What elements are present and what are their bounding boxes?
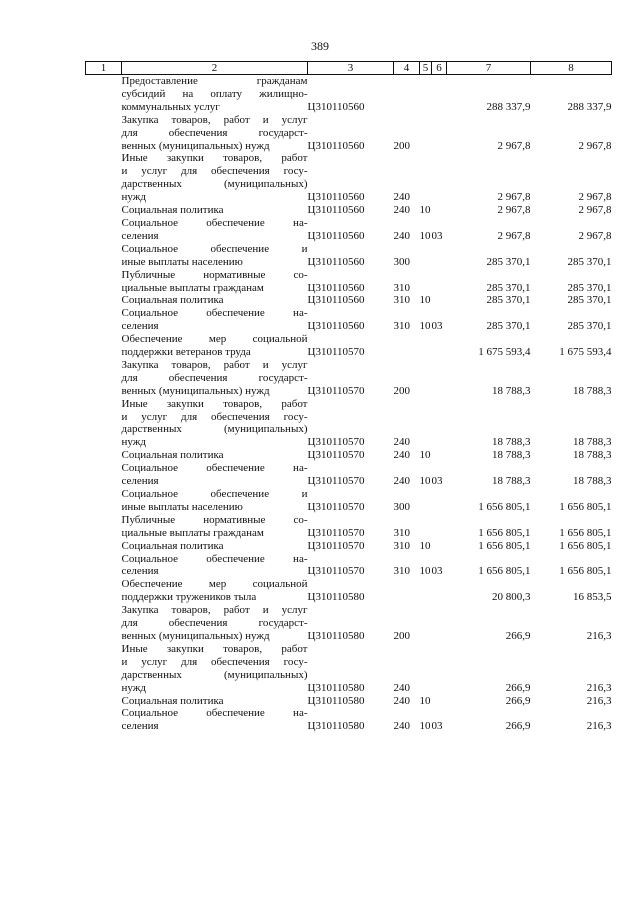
expense-type-code: 240 [393, 191, 410, 204]
subsection-code [432, 604, 447, 643]
table-row [86, 269, 612, 295]
target-article-code: Ц310110560 [307, 255, 365, 268]
description-line: Обеспечение мер социальной [121, 578, 308, 591]
subsection-code [432, 488, 447, 514]
description-line: селения [121, 720, 159, 733]
table-row [86, 75, 612, 114]
table-row [86, 217, 612, 243]
description-line: Социальная политика [121, 449, 224, 462]
expense-type-code: 240 [393, 229, 410, 242]
description-line: селения [121, 320, 159, 333]
row-description [122, 578, 308, 604]
description-line: и услуг для обеспечения госу- [121, 655, 308, 668]
amount-col-8: 285 370,1 [567, 281, 612, 294]
description-line: и услуг для обеспечения госу- [121, 165, 308, 178]
expense-type-code: 310 [393, 294, 410, 307]
table-row [86, 359, 612, 398]
description-line: Социальная политика [121, 539, 224, 552]
subsection-code [432, 333, 447, 359]
row-description [122, 540, 308, 553]
table-row [86, 488, 612, 514]
table-row [86, 243, 612, 269]
section-code: 10 [419, 449, 431, 462]
expense-type-code: 300 [393, 255, 410, 268]
description-line: Иные закупки товаров, работ [121, 397, 308, 410]
row-description [122, 294, 308, 307]
column-number-row [86, 62, 612, 75]
budget-table [85, 61, 612, 733]
target-article-code: Ц310110580 [307, 591, 365, 604]
amount-col-8: 18 788,3 [573, 436, 612, 449]
target-article-code: Ц310110570 [307, 346, 365, 359]
expense-type-code: 300 [393, 500, 410, 513]
target-article-code: Ц310110580 [307, 720, 365, 733]
row-description [122, 333, 308, 359]
row-description [122, 462, 308, 488]
expense-type-code: 200 [393, 139, 410, 152]
row-description [122, 217, 308, 243]
description-line: субсидий на оплату жилищно- [121, 87, 308, 100]
column-header-7: 7 [447, 62, 531, 75]
row-description [122, 243, 308, 269]
amount-col-7: 2 967,8 [497, 191, 531, 204]
amount-col-8: 18 788,3 [573, 475, 612, 488]
row-number-cell [86, 204, 122, 217]
expense-type-code: 240 [393, 436, 410, 449]
subsection-code [432, 359, 447, 398]
row-number-cell [86, 514, 122, 540]
amount-col-7: 20 800,3 [492, 591, 531, 604]
expense-type-code: 240 [393, 681, 410, 694]
amount-col-8: 216,3 [586, 694, 612, 707]
description-line: коммунальных услуг [121, 100, 220, 113]
amount-col-7: 285 370,1 [486, 294, 531, 307]
target-article-code: Ц310110560 [307, 100, 365, 113]
amount-col-7: 2 967,8 [497, 139, 531, 152]
description-line: циальные выплаты гражданам [121, 281, 264, 294]
expense-type-code [394, 578, 420, 604]
description-line: Социальное обеспечение и [121, 242, 308, 255]
description-line: Социальное обеспечение на- [121, 552, 308, 565]
amount-col-8: 216,3 [586, 720, 612, 733]
table-row [86, 204, 612, 217]
table-row [86, 114, 612, 153]
expense-type-code: 310 [393, 320, 410, 333]
subsection-code [432, 152, 447, 204]
description-line: селения [121, 475, 159, 488]
row-number-cell [86, 695, 122, 708]
amount-col-8: 1 656 805,1 [559, 526, 612, 539]
description-line: иные выплаты населению [121, 500, 243, 513]
expense-type-code: 310 [393, 565, 410, 578]
amount-col-8: 18 788,3 [573, 384, 612, 397]
table-row [86, 643, 612, 695]
expense-type-code: 240 [393, 475, 410, 488]
row-description [122, 359, 308, 398]
section-code: 10 [419, 694, 431, 707]
subsection-code [432, 449, 447, 462]
subsection-code [432, 643, 447, 695]
amount-col-8: 1 656 805,1 [559, 539, 612, 552]
description-line: Социальное обеспечение на- [121, 216, 308, 229]
table-row [86, 398, 612, 450]
column-header-2: 2 [122, 62, 308, 75]
row-number-cell [86, 269, 122, 295]
row-description [122, 114, 308, 153]
section-code: 10 [419, 204, 431, 217]
description-line: селения [121, 229, 159, 242]
description-line: Социальное обеспечение и [121, 488, 308, 500]
section-code: 10 [419, 229, 431, 242]
description-line: дарственных (муниципальных) [121, 668, 308, 681]
section-code: 10 [419, 720, 431, 733]
subsection-code [432, 294, 447, 307]
row-description [122, 152, 308, 204]
expense-type-code [394, 333, 420, 359]
description-line: и услуг для обеспечения госу- [121, 410, 308, 423]
row-description [122, 553, 308, 579]
description-line: нужд [121, 436, 146, 449]
amount-col-7: 18 788,3 [492, 384, 531, 397]
description-line: для обеспечения государст- [121, 126, 308, 139]
description-line: иные выплаты населению [121, 255, 243, 268]
column-header-4: 4 [394, 62, 420, 75]
expense-type-code: 200 [393, 629, 410, 642]
section-code [420, 359, 432, 398]
description-line: селения [121, 565, 159, 578]
row-number-cell [86, 294, 122, 307]
target-article-code: Ц310110570 [307, 539, 365, 552]
section-code [420, 114, 432, 153]
row-description [122, 695, 308, 708]
target-article-code: Ц310110560 [307, 281, 365, 294]
subsection-code [432, 243, 447, 269]
expense-type-code [394, 75, 420, 114]
row-number-cell [86, 578, 122, 604]
amount-col-8: 18 788,3 [573, 449, 612, 462]
description-line: поддержки ветеранов труда [121, 346, 251, 359]
target-article-code: Ц310110560 [307, 191, 365, 204]
target-article-code: Ц310110560 [307, 139, 365, 152]
subsection-code: 03 [431, 720, 443, 733]
column-header-6: 6 [432, 62, 447, 75]
section-code [420, 578, 432, 604]
description-line: для обеспечения государст- [121, 617, 308, 630]
target-article-code: Ц310110570 [307, 565, 365, 578]
target-article-code: Ц310110570 [307, 384, 365, 397]
description-line: венных (муниципальных) нужд [121, 629, 270, 642]
amount-col-8: 285 370,1 [567, 255, 612, 268]
table-row [86, 294, 612, 307]
column-header-3: 3 [308, 62, 394, 75]
amount-col-7: 285 370,1 [486, 255, 531, 268]
section-code [420, 514, 432, 540]
table-row [86, 553, 612, 579]
table-row [86, 449, 612, 462]
section-code [420, 398, 432, 450]
table-row [86, 462, 612, 488]
subsection-code [432, 269, 447, 295]
row-number-cell [86, 333, 122, 359]
row-description [122, 269, 308, 295]
expense-type-code: 200 [393, 384, 410, 397]
row-description [122, 398, 308, 450]
description-line: нужд [121, 681, 146, 694]
subsection-code: 03 [431, 320, 443, 333]
section-code [420, 488, 432, 514]
expense-type-code: 310 [393, 526, 410, 539]
subsection-code [432, 540, 447, 553]
section-code: 10 [419, 294, 431, 307]
expense-type-code: 310 [393, 281, 410, 294]
description-line: Социальное обеспечение на- [121, 307, 308, 320]
section-code: 10 [419, 320, 431, 333]
description-line: дарственных (муниципальных) [121, 178, 308, 191]
row-number-cell [86, 307, 122, 333]
description-line: Социальное обеспечение на- [121, 707, 308, 720]
row-number-cell [86, 75, 122, 114]
section-code: 10 [419, 475, 431, 488]
row-description [122, 707, 308, 733]
table-row [86, 578, 612, 604]
target-article-code: Ц310110570 [307, 500, 365, 513]
column-header-1: 1 [86, 62, 122, 75]
row-number-cell [86, 604, 122, 643]
description-line: Обеспечение мер социальной [121, 333, 308, 346]
row-number-cell [86, 707, 122, 733]
target-article-code: Ц310110560 [307, 229, 365, 242]
subsection-code [432, 514, 447, 540]
table-row [86, 540, 612, 553]
section-code: 10 [419, 539, 431, 552]
amount-col-7: 285 370,1 [486, 281, 531, 294]
row-description [122, 514, 308, 540]
expense-type-code: 240 [393, 449, 410, 462]
description-line: поддержки тружеников тыла [121, 591, 257, 604]
subsection-code [432, 398, 447, 450]
target-article-code: Ц310110570 [307, 526, 365, 539]
table-row [86, 695, 612, 708]
table-row [86, 307, 612, 333]
section-code [420, 75, 432, 114]
description-line: Социальная политика [121, 294, 224, 307]
description-line: Публичные нормативные со- [121, 268, 308, 281]
page-number: 389 [311, 39, 329, 53]
amount-col-8: 216,3 [586, 629, 612, 642]
target-article-code: Ц310110560 [307, 294, 365, 307]
amount-col-7: 2 967,8 [497, 204, 531, 217]
description-line: Закупка товаров, работ и услуг [121, 113, 308, 126]
amount-col-8: 216,3 [586, 681, 612, 694]
subsection-code: 03 [431, 229, 443, 242]
row-description [122, 488, 308, 514]
subsection-code [432, 578, 447, 604]
description-line: циальные выплаты гражданам [121, 526, 264, 539]
target-article-code: Ц310110570 [307, 475, 365, 488]
amount-col-7: 18 788,3 [492, 436, 531, 449]
row-number-cell [86, 540, 122, 553]
amount-col-7: 2 967,8 [497, 229, 531, 242]
description-line: нужд [121, 191, 146, 204]
amount-col-8: 1 675 593,4 [559, 346, 612, 359]
subsection-code [432, 695, 447, 708]
amount-col-7: 266,9 [505, 694, 531, 707]
row-number-cell [86, 243, 122, 269]
description-line: Закупка товаров, работ и услуг [121, 358, 308, 371]
row-description [122, 75, 308, 114]
description-line: Публичные нормативные со- [121, 513, 308, 526]
table-body [86, 75, 612, 734]
description-line: венных (муниципальных) нужд [121, 384, 270, 397]
amount-col-8: 2 967,8 [578, 229, 612, 242]
section-code [420, 333, 432, 359]
amount-col-8: 285 370,1 [567, 294, 612, 307]
amount-col-7: 1 675 593,4 [478, 346, 531, 359]
expense-type-code: 310 [393, 539, 410, 552]
description-line: венных (муниципальных) нужд [121, 139, 270, 152]
row-number-cell [86, 152, 122, 204]
table-row [86, 152, 612, 204]
row-number-cell [86, 359, 122, 398]
description-line: для обеспечения государст- [121, 371, 308, 384]
expense-type-code: 240 [393, 720, 410, 733]
amount-col-7: 1 656 805,1 [478, 526, 531, 539]
table-header [86, 62, 612, 75]
subsection-code: 03 [431, 475, 443, 488]
section-code [420, 243, 432, 269]
row-number-cell [86, 449, 122, 462]
description-line: Социальная политика [121, 204, 224, 217]
amount-col-7: 1 656 805,1 [478, 500, 531, 513]
amount-col-7: 1 656 805,1 [478, 565, 531, 578]
section-code [420, 152, 432, 204]
row-number-cell [86, 398, 122, 450]
row-description [122, 204, 308, 217]
description-line: Закупка товаров, работ и услуг [121, 604, 308, 617]
section-code [420, 643, 432, 695]
amount-col-7: 18 788,3 [492, 475, 531, 488]
amount-col-7: 288 337,9 [486, 100, 531, 113]
description-line: Иные закупки товаров, работ [121, 642, 308, 655]
target-article-code: Ц310110570 [307, 436, 365, 449]
target-article-code: Ц310110580 [307, 681, 365, 694]
description-line: Социальное обеспечение на- [121, 462, 308, 475]
expense-type-code: 240 [393, 694, 410, 707]
amount-col-7: 285 370,1 [486, 320, 531, 333]
amount-col-8: 288 337,9 [567, 100, 612, 113]
amount-col-8: 2 967,8 [578, 191, 612, 204]
column-header-5: 5 [420, 62, 432, 75]
amount-col-8: 1 656 805,1 [559, 565, 612, 578]
amount-col-7: 18 788,3 [492, 449, 531, 462]
description-line: Социальная политика [121, 694, 224, 707]
expense-type-code: 240 [393, 204, 410, 217]
table-row [86, 604, 612, 643]
row-number-cell [86, 553, 122, 579]
target-article-code: Ц310110580 [307, 629, 365, 642]
amount-col-8: 1 656 805,1 [559, 500, 612, 513]
target-article-code: Ц310110560 [307, 320, 365, 333]
amount-col-8: 2 967,8 [578, 139, 612, 152]
amount-col-7: 266,9 [505, 681, 531, 694]
subsection-code [432, 114, 447, 153]
amount-col-8: 16 853,5 [573, 591, 612, 604]
amount-col-8: 285 370,1 [567, 320, 612, 333]
section-code [420, 269, 432, 295]
row-description [122, 604, 308, 643]
subsection-code [432, 75, 447, 114]
row-description [122, 643, 308, 695]
amount-col-7: 1 656 805,1 [478, 539, 531, 552]
amount-col-8: 2 967,8 [578, 204, 612, 217]
table-row [86, 514, 612, 540]
amount-col-7: 266,9 [505, 629, 531, 642]
subsection-code: 03 [431, 565, 443, 578]
row-number-cell [86, 643, 122, 695]
target-article-code: Ц310110580 [307, 694, 365, 707]
target-article-code: Ц310110570 [307, 449, 365, 462]
description-line: Предоставление гражданам [121, 75, 308, 87]
table-row [86, 707, 612, 733]
row-number-cell [86, 462, 122, 488]
target-article-code: Ц310110560 [307, 204, 365, 217]
description-line: дарственных (муниципальных) [121, 423, 308, 436]
row-number-cell [86, 488, 122, 514]
section-code: 10 [419, 565, 431, 578]
table-row [86, 333, 612, 359]
row-description [122, 449, 308, 462]
amount-col-7: 266,9 [505, 720, 531, 733]
column-header-8: 8 [531, 62, 612, 75]
row-description [122, 307, 308, 333]
description-line: Иные закупки товаров, работ [121, 152, 308, 165]
row-number-cell [86, 114, 122, 153]
subsection-code [432, 204, 447, 217]
row-number-cell [86, 217, 122, 243]
section-code [420, 604, 432, 643]
